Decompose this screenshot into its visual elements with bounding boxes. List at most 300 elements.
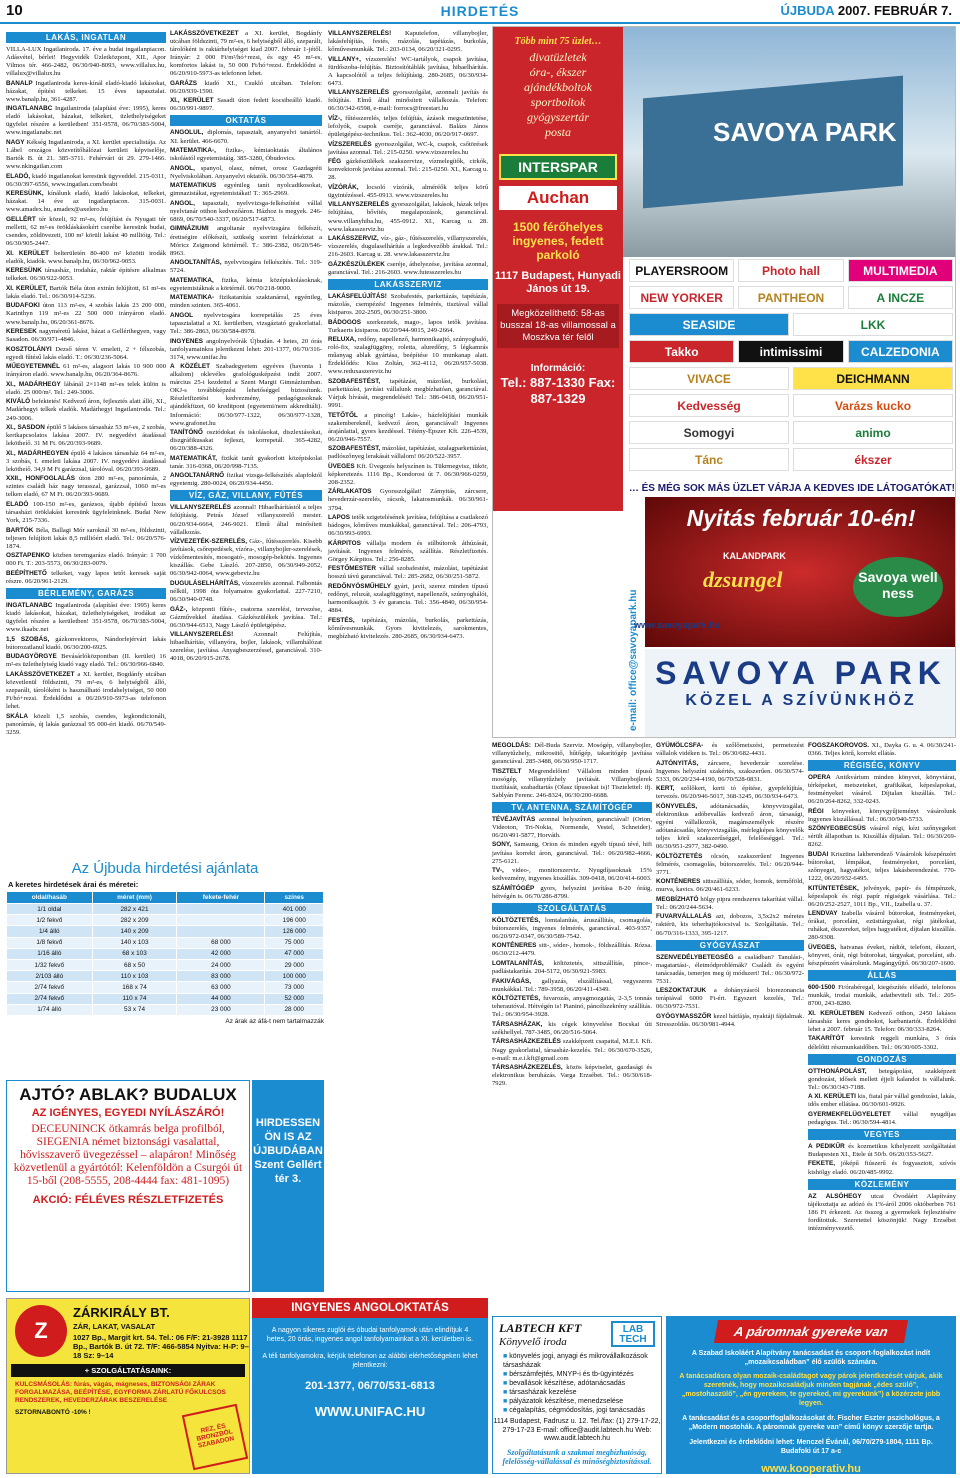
ad-text: Szabadegyetem egyéves (havonta 1 alkalom) oklevéles grafológusképzést indít 2007. március 25-i kezdettel a Szent Margit Gimnáziumban. OKJ-s továbbképzési lehetőséggel biztosítunk. Részletfizetési kedvezmény, pedagógusoknak ajándékfüzet, 60 kreditpont (egyetemi/nem akkreditált). Információ: 06/30/977-1322, 06/30/977-1328, www.grafonet.hu — [170, 363, 322, 427]
ad-list — [808, 742, 956, 758]
classified-ad — [328, 201, 488, 233]
classified-ad — [492, 960, 652, 976]
classified-ad — [328, 514, 488, 538]
classified-ad — [6, 328, 166, 344]
ad-lead: TETŐTŐL — [328, 411, 365, 419]
ad-text: gyorsszolgálat, WC-k, csapok, csőtörések javítása azonnal. Tel.: 215-0250. www.vizszereles.hu — [328, 140, 488, 156]
price-table — [6, 891, 324, 1016]
ad-text: úton 280 m²-es, panorámás, 2 szintes családi ház nagy terasszal, garázzsal, 1060 m²-es telken eladó, 67 M Ft. 06/20/393-9689. — [6, 475, 166, 499]
ad-text: Antikvárium minden könyvet, könyvtárat, térképeket, metszeteket, grafikákat, képeslapokat, festményeket vásárol. Díjtalan kiszállás. Tel.: 06/20/264-8262, 332-0243. — [808, 774, 956, 806]
ad-lead: KÖNYVELÉS, — [656, 802, 711, 810]
category-heading: KÖZLEMÉNY — [808, 1179, 956, 1190]
table-cell: 1/8 fekvő — [7, 937, 93, 948]
classified-ad — [6, 363, 166, 379]
classified-ad — [808, 742, 956, 758]
ad-text: úton 113 m²-es, 4 szobás lakás 23 200 000, Karinthyn 119 m²-es 22 500 000 irányáron eladó. www.banalp.hu, 06/20/361-8676. — [6, 302, 166, 326]
ad-text: fizikát tanít gyakorlott középiskolai tanár. 316-0368, 06/20/998-7135. — [170, 454, 322, 470]
ad-text: tapasztalt, nyelvvizsga-felkészítést vállal nyelvtanár otthon kedvezőáron. Házhoz is megyek. 246-6869, 06/70/540-3337, 06/20/517-6873. — [170, 199, 322, 223]
savoya-sidebar — [493, 27, 623, 511]
ad-text: Sasadi úton fedett kocsibeálló kiadó. 06/30/991-9897. — [170, 97, 322, 113]
table-header: színes — [265, 892, 324, 904]
labtech-service-item: ■ bérszámfejtés, MNYP-i és tb-ügyintézés — [503, 1370, 655, 1379]
classified-ad — [6, 381, 166, 397]
classified-ad — [808, 825, 956, 849]
classified-ad — [328, 336, 488, 376]
category-heading: ÁLLÁS — [808, 970, 956, 981]
ad-text: jelvények, papír- és fémpénzek, képeslapok és régi papír régiségek vásárlása. Tel.: 06/20/252-2527, 1011 Bp., VII., Izabella u. 37. — [808, 884, 956, 908]
mall-sign: SAVOYA PARK — [713, 117, 897, 147]
ad-list — [328, 293, 488, 641]
table-cell: 140 x 209 — [92, 926, 177, 937]
ad-text: Ft/órabéregal, kiegészítés előadó, telefonos munkák, irodai munkák, adatbeviteli stb. Tel.: 205-8700, 243-8280. — [808, 984, 956, 1008]
wellness-logo: Savoya well ness — [853, 557, 943, 617]
ad-lead: MATEMATIKA-, — [170, 147, 226, 155]
ad-lead: INGYENES — [170, 337, 207, 345]
classified-ad — [328, 293, 488, 317]
classified-ad — [170, 182, 322, 198]
ad-lead: BANALP — [6, 79, 36, 87]
ad-lead: XXII., HONFOGLALÁS — [6, 475, 79, 483]
classified-ad — [170, 455, 322, 471]
ad-text: befektetés! Kedvező áron, fejlesztés alatt álló, XI., Madárhegyi telkek eladók. Madárhegyi Ingatlaniroda. Tel.: 249-3006. — [6, 398, 167, 422]
table-cell: 140 x 103 — [92, 937, 177, 948]
savoya-services — [493, 50, 623, 140]
classified-ad — [328, 617, 488, 641]
ad-text: Samsung, Orion és minden egyéb típusú tévé, hifi javítása korrekt áron, garanciával. Tel.: 06/20/982-4666, 275-6121. — [492, 841, 652, 865]
ad-lead: VILLANYSZERELÉS! — [328, 30, 406, 37]
zarkiraly-address: 1027 Bp., Margit krt. 54. Tel.: 06 F/F: 21-3928 1117 Bp., Bartók B. út 72. T/F: 466-5854 Nyitva: H-P: 9–18 Sz: 9–14 — [73, 1333, 249, 1360]
ad-lead: XI. KERÜLET — [6, 249, 55, 257]
ad-text: utcai Óvodáért Alapítvány tájékoztatja az adózó és 1%-áról 2006 októberben 761 186 Ft érkezett. Az összeg a gyermekek fejlesztésére fordítottuk. Szeretettel köszönjük! Nagy Erzsébet intézményvezető. — [808, 1192, 956, 1232]
ad-lead: KONTÉNERES — [656, 878, 703, 886]
classified-ad — [6, 346, 166, 362]
ad-text: kezel hátfájás, nyaktáji fájdalmak. Stresszoldás. 06/30/981-4944. — [656, 1012, 804, 1028]
service-item: divatüzletek — [529, 50, 587, 64]
table-cell: 2/103 álló — [7, 971, 93, 982]
ad-lead: GYÓGYMASSZŐR — [656, 1012, 714, 1020]
unifac-title: INGYENES ANGOLOKTATÁS — [252, 1298, 488, 1318]
ad-lead: KERESÜNK, — [6, 190, 48, 198]
table-cell: 68 x 50 — [92, 959, 177, 970]
ad-text: kínálunk eladó, kiadó lakásokat, telkeket, házakat. 14 éve az ingatlanpiacon. 315-0031. www.amadex.hu, amadex@axelero.hu — [6, 190, 166, 214]
table-header: fekete-fehér — [177, 892, 265, 904]
budalux-offer: AKCIÓ: FÉLÉVES RÉSZLETFIZETÉS — [32, 1194, 224, 1206]
ad-text: kiadó ingatlanokat keresünk ügyveddel. 215-0311, 06/30/397-6556, www.ingatlan.com/beabt — [6, 172, 166, 188]
labtech-service-item: ■ társasházak kezelése — [503, 1388, 655, 1397]
savoya-address: 1117 Budapest, Hunyadi János út 19. — [495, 270, 621, 295]
classified-ad — [328, 235, 488, 259]
ad-list — [808, 1143, 956, 1177]
ad-text: központi fűtés-, csatorna szerelési, tervezése, Gázművekkel átadása. Gázkészülékek javítása. Tel.: 06/30/944-6513, Nagy László épületgépész. — [170, 605, 323, 629]
classified-ad — [808, 1111, 956, 1127]
classified-ad — [6, 250, 166, 266]
ad-lead: TISZTELT — [492, 767, 529, 775]
table-cell: 168 x 74 — [92, 982, 177, 993]
ad-text: Ingatlaniroda keres-kínál eladó-kiadó lakásokat, házakat, építési telkeket. 15 éves tapasztalat. www.banalp.hu, 361-4287. — [6, 79, 166, 103]
ad-lead: GYERMEKFELÜGYELETET — [808, 1110, 904, 1118]
ad-lead: MATEMATIKUS — [170, 182, 225, 190]
ad-lead: LAKÁSSZÖVETKEZET — [170, 30, 246, 37]
category-heading: BÉRLEMÉNY, GARÁZS — [6, 588, 166, 599]
classified-ad — [170, 312, 322, 336]
ad-lead: MATEMATIKA- — [170, 294, 220, 302]
ad-text: és szőlőmetszést, permetezést vállalok vidéken is. Tel.: 06/30/682-4431. — [656, 742, 804, 758]
table-cell: 44 000 — [177, 993, 265, 1004]
ad-text: fizikai vizsga-felkészítés alapfoktól egyetemig. 280-0024, 06/20/934-4456. — [170, 472, 322, 488]
budalux-ad — [6, 1080, 250, 1292]
table-row — [7, 993, 324, 1004]
classified-ad — [6, 398, 166, 422]
ad-lead: KONTÉNERES — [492, 942, 539, 950]
ad-text: nyelvvizsgára felkészítés. Tel.: 319-5724. — [170, 259, 322, 275]
zarkiraly-services-bar: + SZOLGÁLTATÁSAINK: — [11, 1364, 245, 1377]
kooperativ-website[interactable]: www.kooperativ.hu — [761, 1463, 861, 1475]
ad-lead: ANGOLTANÍTÁS, — [170, 259, 225, 267]
table-row — [7, 926, 324, 937]
labtech-service-item: ■ cégalapítás, cégmódosítás, jogi tanácsadás — [503, 1406, 655, 1415]
ad-lead: VILLANY+, — [328, 55, 366, 63]
classified-ad — [808, 774, 956, 806]
category-heading: GONDOZÁS — [808, 1054, 956, 1065]
ad-text: Béla, Ballagi Mór saroknál 30 m²-es, földszinti, teljesen felújított lakás 8,5 millióért eladó. Tel.: 06/20/576-1874. — [6, 526, 166, 550]
ad-lead: MEGBÍZHATÓ — [656, 895, 701, 903]
ad-lead: SZOBAFESTÉST, — [328, 445, 383, 453]
table-cell: 110 x 74 — [92, 993, 177, 1004]
ad-text: Bevásárlóközpontban (II. kerület) 16 m²-es üzlethelyiség kiadó vagy eladó. Tel.: 06/30/966-6840. — [6, 653, 166, 669]
ad-text: vízszerelés! WC-tartályok, csapok javítása, fürdőszoba-felújítás. Biztosítótáblák javítása, hibaelhárítás. A kapcsolótól a teljes felújításig. 280-2685, 06/30/934-6473. — [328, 55, 488, 87]
shop-logo: Kedvesség — [629, 394, 789, 417]
ad-lead: ANGOLTANÁRNŐ — [170, 472, 227, 480]
ad-text: Krisztina lakberendező Vásárolok készpénzért bútorokat, lémpákat, festményeket, porcelánt, szőnyeget, hagyatékot, teljes lakásberendezést. 770-1222, 06/20/932-6495. — [808, 851, 956, 883]
savoya-phone: Tel.: 887-1330 Fax: 887-1329 — [500, 375, 616, 406]
table-cell: 52 000 — [265, 993, 324, 1004]
classified-ad — [328, 412, 488, 444]
ad-text: gyorsszolgálat, azonnali javítás és felújítás. Elmű által minősített vállalkozás. Telefon: 06/30/342-6598, e-mail: forrocs@freestart.hu — [328, 89, 488, 113]
shop-logo: A INCZE — [848, 286, 953, 309]
shop-logo: LKK — [793, 313, 953, 336]
classified-ad — [808, 808, 956, 824]
table-cell — [177, 904, 265, 915]
ad-lead: FESTŐMESTER — [328, 565, 380, 573]
ad-text: cseréje, áthelyezése, javítása azonnal, garanciával. Tel.: 216-2603. www.futesszereles.hu — [328, 260, 488, 276]
ad-list — [170, 30, 322, 113]
page-number: 10 — [6, 2, 23, 19]
ad-text: Megrendelőim! Vállalom minden típusú mosógép, villanytűzhely javítását. Villanybojlerek tisztítását, szabadtartás (Olasz típusokat is)! Tisztelettel: ifj. Sablyán Ferenc. 246-8324, 06/30/200-6688. — [492, 767, 653, 799]
classified-ad — [492, 841, 652, 865]
ad-text: zárcsere, hevederzár szerelése. Ingyenes helyszíni szakértés, szakszerűen. 06/30/574-5333, 06/20/234-4190, 06/70/528-0831. — [656, 759, 804, 783]
classified-ad — [656, 853, 804, 877]
category-heading: LAKÁS, INGATLAN — [6, 32, 166, 43]
ad-text: egyénileg tanít nyolcadikosokat, gimnazistákat, egyetemistákat! T.: 365-2969. — [170, 182, 322, 198]
ad-lead: KÁRPITOS — [328, 539, 367, 547]
ad-lead: KERESEK — [6, 328, 40, 336]
ad-lead: VILLANYSZERELÉS — [170, 504, 234, 512]
ad-text: tér közeli, 92 m²-es, felújítást és Nyugati tér melletti, 62 m²-es örökláskásokért cserébe keresünk budai, csendes, zöldövezeti, 100 m² körüli lakást 40 millióig. Tel.: 06/30/905-2447. — [6, 215, 166, 248]
ad-text: redőny, napellenző, harmonikaajtó, szúnyoghaló, roló-fix, szalagfüggöny, roletta, aluredőny, 5 légkamrás műanyag ablak gyártása, beépítése 10 munkanap alatt. Érdeklődés: Kiss Zoltán, 362-4112, 06/20/957-5038. www.reduxaszereviz.hu — [328, 336, 488, 376]
table-cell: 23 000 — [177, 1004, 265, 1015]
ad-text: Azonnal! Felújítás, hibaelhárítás, villanyóra, bojler, lakások, villamhálózat szerelése, javítása. Anyagbeszerzéssel, garanciával. 310-4018, 06/20/915-2678. — [170, 631, 322, 663]
ad-text: gyárt, javít, szerez minden típusú redőnyt, reluxát, szalagfüggönyt, napellenzőt, szúnyoghálót, harmonikaajtót. 3 év garancia. Tel.: 356-4840, 06/30/954-4884. — [328, 582, 488, 615]
classified-ad — [656, 742, 804, 758]
category-heading: VÍZ, GÁZ, VILLANY, FŰTÉS — [170, 490, 322, 501]
ad-text: fizikatanítás szaktanárral, egyénileg, minden szinten. 365-4061. — [170, 294, 322, 310]
classified-ad — [170, 30, 322, 78]
ad-lead: SZENVEDÉLYBETEGSÉG — [656, 953, 738, 961]
ad-list — [808, 1068, 956, 1127]
ad-list — [492, 816, 652, 901]
ad-text: tapétázást, mázolást, burkolást, parkettázást, javítást vállalunk megbízhatóan, garanciával. Várjuk hívását, megrendelését! Tel.: 386-0418, 06/20/951-9991. — [328, 377, 488, 409]
ad-text: fuvarozás, anyagmozgatás, 2-3,5 tonnás teherautóval. Hétvégén is! Pianinó, páncélszekrény szállítás. Tel.: 06/30/954-3928. — [492, 995, 652, 1019]
ad-text: hölgy pipra rendszeres takarítást vállal. Tel.: 06/20/244-5634. — [656, 895, 804, 911]
classified-ad — [808, 1093, 956, 1109]
shop-logo: DEICHMANN — [793, 367, 953, 390]
shop-logo: Takko — [629, 340, 734, 363]
ad-text: gyors, helyszíni javítása 8-20 óráig, hétvégén is. 06/70/286-8799. — [492, 884, 652, 900]
table-cell: 1/32 fekvő — [7, 959, 93, 970]
ad-text: mázolást, tapétázást, szalagparkettázást, padlószőnyeg lerakását vállalom! 06/20/522-3957. — [328, 445, 488, 461]
ad-lead: FESTÉS, — [328, 616, 362, 624]
shop-logo: NEW YORKER — [629, 286, 734, 309]
table-cell: 1/16 álló — [7, 948, 93, 959]
ad-lead: GARÁZS — [170, 79, 205, 87]
ad-lead: AJTÓNYITÁS, — [656, 759, 708, 767]
budalux-headline: AJTÓ? ABLAK? BUDALUX — [19, 1085, 237, 1104]
ad-text: és kozmetikus kihelyezett szolgáltatást Budapesten XI., Etele út 50/b. 06/20/353-5627. — [808, 1142, 956, 1158]
ad-lead: ELADÓ, — [6, 172, 33, 180]
ad-text: vállal nyugdíjas pedagógus. Tel.: 06/30/594-4814. — [808, 1110, 956, 1126]
ad-lead: GÁZKÉSZÜLÉKEK — [328, 260, 388, 268]
service-item: óra-, ékszer — [529, 65, 587, 79]
service-item: ajándékboltok — [524, 80, 592, 94]
ad-lead: KÖLTÖZTETÉS — [656, 852, 711, 860]
ad-lead: REDŐNYÖSMŰHELY — [328, 582, 395, 590]
ad-text: tapétázás, mázolás, burkolás, parkettázás, kőművesmunkák. Gyors kivitelezés, sarokmentes, megbízható kivitelezés. 280-2685, 06/30/934-6473. — [328, 616, 488, 640]
column-4 — [492, 742, 652, 1090]
ad-text: osztódokat és iskolásokat, diszlexiásokat, diszgráfikusakat fejleszt, korrepetál. 365-4282, 06/20/388-4326. — [170, 429, 322, 453]
classified-ad — [808, 885, 956, 909]
classified-ad — [170, 429, 322, 453]
classified-ad — [808, 1068, 956, 1092]
shop-logo: PLAYERSROOM — [629, 259, 734, 282]
ad-lead: LAKÁSSZÖVETKEZET — [6, 670, 78, 678]
category-heading: OKTATÁS — [170, 115, 322, 126]
ad-lead: XI., MADÁRHEGY — [6, 380, 65, 388]
shop-logo: Photo hall — [738, 259, 843, 282]
ad-text: társasház, irodaház, raktár építésre alkalmas telkeket. 06/30/922-9053. — [6, 267, 166, 283]
ad-lead: MATEMATIKÁT, — [170, 454, 222, 462]
ad-lead: VÍZ-, — [328, 114, 346, 122]
classified-ad — [6, 302, 166, 326]
ad-lead: SKÁLA — [6, 712, 34, 720]
classified-ad — [170, 580, 322, 604]
ad-lead: FÉG — [328, 158, 346, 166]
ad-text: Szobafestés, parkettázás, tapétázás, mázolás, csempézés! Ingyenes felmérés, tisztával vállal kisiparos. 202-2505, 06/30/251-3800. — [328, 292, 488, 316]
classified-ad — [656, 803, 804, 851]
labtech-ad — [492, 1316, 662, 1474]
classified-ad — [656, 954, 804, 986]
brand-name: ÚJBUDA — [780, 3, 835, 18]
ad-list — [6, 46, 166, 586]
ad-text: diplomás, tapasztalt, anyanyelvi tanártól. XI. kerület. 466-6670. — [170, 129, 322, 145]
interspar-logo: INTERSPAR — [499, 154, 617, 180]
column-3 — [328, 30, 488, 642]
ad-text: vállalja modern és stílbútorok áthúzását, javítását. Ingyenes felmérés, szállítás. Részletfizetés. Görgey Kárpitos. Tel.: 256-8285. — [328, 539, 488, 563]
service-item: posta — [544, 125, 571, 139]
shop-logo: CALZEDONIA — [848, 340, 953, 363]
ad-lead: GIMNÁZIUMI — [170, 225, 218, 233]
ad-lead: TANÍTÓNŐ — [170, 429, 207, 437]
zarkiraly-logo-icon: Z — [15, 1305, 67, 1357]
ad-list — [170, 504, 322, 663]
ad-lead: LAKÁSSZERVIZ, — [328, 235, 381, 243]
table-cell: 282 x 421 — [92, 904, 177, 915]
ad-text: Dél-Buda Szerviz. Mosógép, villanybojler, villanytűzhely, mikrosütő, hűtőgép, takarítógép javítása garanciával. 285-3488, 06/30/950-1717. — [492, 742, 652, 766]
ad-lead: A KÖZÉLET — [170, 363, 216, 371]
labtech-services — [493, 1352, 661, 1415]
table-row — [7, 959, 324, 970]
classified-ad — [6, 501, 166, 525]
ad-lead: VÍZVEZETÉK-SZERELÉS, — [170, 538, 250, 546]
classified-ad — [492, 942, 652, 958]
ad-text: közben teremgarázs eladó. Irányár: 1 700 000 Ft. T.: 203-5573, 06/30/283-0079. — [6, 552, 166, 568]
table-cell: 1/74 álló — [7, 1004, 93, 1015]
classified-ad — [328, 89, 488, 113]
classified-ad — [328, 488, 488, 512]
classified-ad — [6, 552, 166, 568]
labtech-footer: Szolgáltatásunk a szakmai megbízhatóság, felelősség-vállalással és minőségbiztosítással. — [502, 1447, 652, 1466]
classified-ad — [328, 141, 488, 157]
opening-date: Nyitás február 10-én! — [686, 505, 916, 531]
savoya-email[interactable]: e-mail: office@savoyapark.hu — [628, 589, 639, 731]
classified-ad — [6, 602, 166, 634]
ad-lead: KÖLTÖZTETÉS, — [492, 995, 544, 1003]
table-cell: 47 000 — [265, 948, 324, 959]
ad-text: a pincéig! Lakás-, házfelújítási munkák szakembereknél, kedvező áron, garanciával! Ingyenes árajánlattal, gyors kezdéssel. Tétény-Épszer Kft. 226-4539, 06/20/946-7557. — [328, 411, 488, 443]
hirdessen-box: HIRDESSEN ÖN IS AZ ÚJBUDÁBAN Szent Gellért tér 3. — [252, 1080, 324, 1292]
ad-lead: VILLANYSZERELÉS! — [170, 631, 254, 639]
ad-lead: VÍZÓRÁK, — [328, 183, 367, 191]
classified-ad — [170, 631, 322, 663]
ad-text: szőlőkert, kerti tó építése, gyepfelújítás, tervezés. 06/20/946-5017, 368-3245, 06/30/934-6473. — [656, 785, 804, 801]
ad-lead: BEÉPÍTHETŐ — [6, 569, 52, 577]
column-5 — [656, 742, 804, 1031]
table-cell: 196 000 — [265, 915, 324, 926]
shop-logo: PANTHEON — [738, 286, 843, 309]
classified-ad — [808, 910, 956, 942]
table-cell: 42 000 — [177, 948, 265, 959]
classified-ad — [492, 978, 652, 994]
table-header: méret (mm) — [92, 892, 177, 904]
ad-text: locsoló vízórák, alméréők teljes körű ügyintézéssel. 455-0913. www.vizszereles.hu — [328, 183, 488, 199]
ad-lead: ANGOL, — [170, 199, 203, 207]
issue-label — [781, 3, 952, 18]
classified-ad — [328, 445, 488, 461]
table-cell: 68 x 103 — [92, 948, 177, 959]
zarkiraly-stamp: REZ, ÉS BRONZBÓL SZABADON — [182, 1404, 248, 1470]
table-cell: 126 000 — [265, 926, 324, 937]
ad-text: azt, dobozos, 3,5x2x2 méretes raktérü, kis teherhajtókocsival is. Szolgáltatás. Tel.: 06/70/316-1333, 395-1217. — [656, 913, 804, 937]
ad-lead: RÉGI — [808, 807, 832, 815]
kooperativ-p3: A tanácsadást és a csoportfoglalkozásokat dr. Fischer Eszter pszichológus, a „Modern mostohák. A páromnak gyereke van” című könyv szerzője tartja. — [682, 1415, 940, 1431]
shop-logo: Tánc — [629, 448, 789, 471]
shop-logo: intimissimi — [738, 340, 843, 363]
table-row — [7, 915, 324, 926]
ad-lead: MŰEGYETEMNÉL — [6, 363, 64, 371]
ad-text: gallyazás, elszállítással, vegyszeres munkákkal. Tel.: 789-3958, 06/20/411-4349. — [492, 977, 652, 993]
classified-ad — [656, 785, 804, 801]
ad-lead: AZ ALSÓHEGY — [808, 1192, 871, 1200]
savoya-website[interactable]: www.savoyapark.hu — [634, 620, 721, 630]
labtech-service-item: ■ pályázatok készítése, menedzselése — [503, 1397, 655, 1406]
classified-ad — [492, 917, 652, 941]
parking-info: 1500 férőhelyes ingyenes, fedett parkoló — [512, 220, 604, 262]
ad-text: nagyméretű lakást, házat a Gellérthegyen, vagy Sasadon. 06/30/971-4846. — [6, 328, 167, 344]
unifac-website[interactable]: WWW.UNIFAC.HU — [314, 1404, 426, 1419]
table-row — [7, 982, 324, 993]
ad-text: kis, fiatal pár vállal gondozást, lakás, idős ember ellátása. 06/30/601-9926. — [808, 1093, 956, 1109]
classified-ad — [328, 261, 488, 277]
table-header: oldal/hasáb — [7, 892, 93, 904]
ad-text: Gáz-, fűtésszerelés. Kisebb javítások, csőrepedések, vízóra-, villanybojler-szerelések, vízkőmentesítés, mosogató-, mosogép-bekötés. Ingyenes kiszállás. Gebe László. 207-2850, 06/30/949-2052, 06/30/942-0064, www.gebeviz.hu — [170, 538, 323, 578]
labtech-address: 1114 Budapest, Fadrusz u. 12. Tel./fax: (1) 279-17-22, 279-17-23 E-mail: office@audit.labtech.hu Web: www.audit.labtech.hu — [493, 1418, 661, 1442]
ad-text: lomtalanítás, áruszállítás, csomagolás, bútorszerelés, ingyenes felmérés, garanciával. 403-9357, 06/20/972-0347, 06/30/589-7542. — [492, 916, 652, 940]
classified-ad — [6, 105, 166, 137]
ad-text: Kékség Ingatlaniroda, a XI. kerület specialistája. Az 1.ábel országos közvetítőhálózat kerületi képviselője, Bartók B. út 21. 385-3711. Fehérvári út 29. 279-1466. www.nkingatlan.com — [6, 139, 167, 171]
table-cell: 24 000 — [177, 959, 265, 970]
classified-ad — [808, 1035, 956, 1051]
ad-text: vállal szobafestést, mázolást, tapétázást hosszú távú garanciával. Tel.: 285-2682, 06/30/251-5872. — [328, 565, 488, 581]
ad-text: lábánál 2×1148 m²-es telek külön is eladó. 25 000/m². Tel.: 249-3006. — [6, 380, 167, 396]
classified-ad — [6, 173, 166, 189]
kooperativ-p4: Jelentkezni és érdeklődni lehet: Menczel Évánál, 06/70/279-1804, 1111 Bp. Budafoki út 17 a-c — [689, 1439, 933, 1455]
classified-ad — [808, 851, 956, 883]
shop-logo: SEASIDE — [629, 313, 789, 336]
ad-lead: XI. KERÜLET, — [6, 284, 50, 292]
shop-logo: Somogyi — [629, 421, 789, 444]
shop-logo: MULTIMEDIA — [848, 259, 953, 282]
ad-text: a családban? Tanulási-, magatartási-, életmódproblémák? Családi és egyéni tanácsadás, ismerjen meg új módszert! Tel.: 06/30/972-7531. — [656, 953, 804, 985]
issue-date: 2007. FEBRUÁR 7. — [837, 3, 952, 18]
ad-text: könyveket, könyvgyűjteményt vásárolunk ingyenes kiszállással. Tel.: 06/30/940-5733. — [808, 807, 956, 823]
ad-lead: GÁZ-, — [170, 605, 192, 613]
ad-lead: ZÁRLAKATOS — [328, 488, 380, 496]
ad-lead: BÁDOGOS — [328, 318, 367, 326]
ad-lead: TÉVÉJAVÍTÁS — [492, 815, 539, 823]
ad-text: költöztetés, sittszállítás, pince-, padlástakarítás. 204-5172, 06/30/921-5983. — [492, 960, 652, 976]
classified-ad — [808, 1193, 956, 1233]
classified-ad — [170, 472, 322, 488]
ad-text: Ingatlaniroda (alapítási éve: 1995) keres kiadó lakásokat, házakat, üzlethelyiségeket, irodákat az ügyfelei részére a kerületben! 351-9578, 06/70/383-5004, www.ikaabc.net — [6, 601, 166, 634]
unifac-text-1: A nagyon sikeres zuglói és óbudai tanfolyamok után elindítjuk 4 hetes, 20 órás, ingyenes angol tanfolyamainkat a XI. kerületben is. — [266, 1327, 474, 1343]
classified-ad — [328, 115, 488, 139]
shop-logos-grid — [627, 259, 955, 481]
ad-text: 61 m²-es, alagsori lakás 10 900 000 irányáron eladó. www.banalp.hu, 06/20/364-8676. — [6, 363, 166, 379]
table-cell: 75 000 — [265, 937, 324, 948]
ad-lead: GYÜMÖLCSFA- — [656, 742, 712, 749]
ad-list — [808, 774, 956, 968]
category-heading: GYÓGYÁSZAT — [656, 940, 804, 951]
savoya-slogan: KÖZEL A SZÍVÜNKHÖZ — [685, 692, 917, 709]
classified-ad — [170, 294, 322, 310]
classified-ad — [170, 338, 322, 362]
service-item: gyógyszertár — [527, 110, 589, 124]
classified-ad — [808, 984, 956, 1008]
ad-text: a dohányzásról biorezonancia terápiával 6000 Ft-ért. Egyszeri kezelés, Tel.: 06/30/972-7531. — [656, 987, 805, 1011]
classified-ad — [6, 475, 166, 499]
classified-ad — [328, 158, 488, 182]
kooperativ-title: A páromnak gyereke van — [714, 1320, 908, 1343]
classified-ad — [492, 742, 652, 766]
